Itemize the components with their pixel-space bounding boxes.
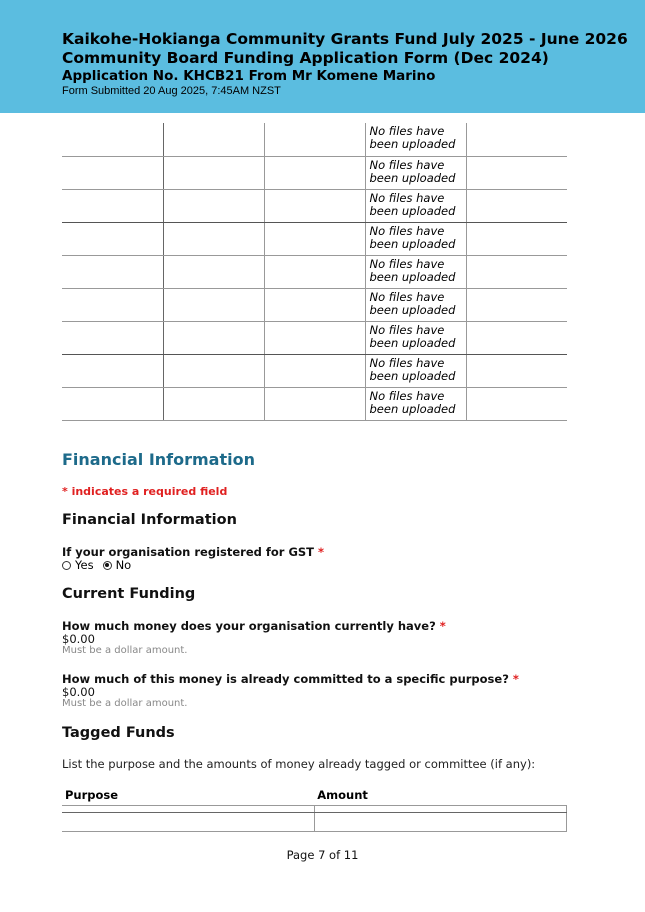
empty-cell bbox=[264, 222, 365, 255]
file-table-row bbox=[62, 156, 567, 189]
purpose-cell bbox=[62, 813, 314, 832]
committed-money-question-text: How much of this money is already committed to a specific purpose? bbox=[62, 672, 509, 686]
committed-money-answer: $0.00 bbox=[62, 685, 95, 699]
file-status-cell: No files have been uploaded bbox=[365, 222, 466, 255]
empty-cell bbox=[163, 189, 264, 222]
purpose-column-header: Purpose bbox=[62, 788, 314, 806]
financial-information-heading: Financial Information bbox=[62, 512, 237, 528]
purpose-cell bbox=[62, 806, 314, 813]
empty-cell bbox=[62, 255, 163, 288]
file-status-cell: No files have been uploaded bbox=[365, 321, 466, 354]
empty-cell bbox=[466, 189, 567, 222]
document-header bbox=[0, 0, 645, 113]
current-money-hint: Must be a dollar amount. bbox=[62, 645, 188, 656]
amount-column-header: Amount bbox=[314, 788, 566, 806]
empty-cell bbox=[163, 354, 264, 387]
required-star: * bbox=[318, 545, 325, 559]
empty-cell bbox=[264, 189, 365, 222]
empty-cell bbox=[466, 288, 567, 321]
empty-cell bbox=[163, 123, 264, 156]
empty-cell bbox=[62, 354, 163, 387]
gst-question-text: If your organisation registered for GST bbox=[62, 545, 315, 559]
required-star: * bbox=[512, 672, 519, 686]
application-number: Application No. KHCB21 From Mr Komene Marino bbox=[62, 68, 436, 84]
file-table-row bbox=[62, 288, 567, 321]
gst-no-radio[interactable] bbox=[103, 561, 112, 570]
empty-cell bbox=[264, 156, 365, 189]
file-status-cell: No files have been uploaded bbox=[365, 288, 466, 321]
empty-cell bbox=[62, 321, 163, 354]
file-status-cell: No files have been uploaded bbox=[365, 156, 466, 189]
empty-cell bbox=[466, 123, 567, 156]
empty-cell bbox=[62, 387, 163, 420]
section-title: Financial Information bbox=[62, 450, 255, 469]
empty-cell bbox=[264, 354, 365, 387]
empty-cell bbox=[163, 321, 264, 354]
uploaded-files-table bbox=[62, 123, 567, 421]
file-table-row bbox=[62, 123, 567, 156]
empty-cell bbox=[264, 387, 365, 420]
empty-cell bbox=[62, 288, 163, 321]
current-money-question bbox=[62, 619, 446, 633]
file-table-row bbox=[62, 222, 567, 255]
empty-cell bbox=[466, 156, 567, 189]
empty-cell bbox=[62, 222, 163, 255]
required-star: * bbox=[439, 619, 446, 633]
empty-cell bbox=[466, 354, 567, 387]
amount-cell bbox=[314, 806, 566, 813]
committed-money-question bbox=[62, 672, 519, 686]
tagged-funds-intro: List the purpose and the amounts of money already tagged or committee (if any): bbox=[62, 757, 536, 771]
committed-money-hint: Must be a dollar amount. bbox=[62, 698, 188, 709]
current-money-question-text: How much money does your organisation currently have? bbox=[62, 619, 436, 633]
file-table-row bbox=[62, 387, 567, 420]
page-number: Page 7 of 11 bbox=[286, 848, 359, 862]
gst-yes-label: Yes bbox=[75, 558, 94, 572]
empty-cell bbox=[62, 189, 163, 222]
gst-yes-radio[interactable] bbox=[62, 561, 71, 570]
file-status-cell: No files have been uploaded bbox=[365, 123, 466, 156]
empty-cell bbox=[163, 156, 264, 189]
empty-cell bbox=[264, 255, 365, 288]
empty-cell bbox=[163, 288, 264, 321]
file-status-cell: No files have been uploaded bbox=[365, 354, 466, 387]
tagged-funds-table bbox=[62, 788, 567, 832]
submitted-timestamp: Form Submitted 20 Aug 2025, 7:45AM NZST bbox=[62, 85, 281, 97]
required-field-note: * indicates a required field bbox=[62, 485, 228, 498]
gst-no-label: No bbox=[115, 558, 132, 572]
empty-cell bbox=[264, 321, 365, 354]
gst-radio-group bbox=[62, 558, 140, 572]
file-table-row bbox=[62, 321, 567, 354]
empty-cell bbox=[466, 321, 567, 354]
empty-cell bbox=[264, 123, 365, 156]
empty-cell bbox=[62, 156, 163, 189]
file-table-row bbox=[62, 354, 567, 387]
file-status-cell: No files have been uploaded bbox=[365, 387, 466, 420]
file-status-cell: No files have been uploaded bbox=[365, 189, 466, 222]
amount-cell bbox=[314, 813, 566, 832]
gst-question bbox=[62, 545, 324, 559]
current-funding-heading: Current Funding bbox=[62, 586, 196, 602]
current-money-answer: $0.00 bbox=[62, 632, 95, 646]
file-status-cell: No files have been uploaded bbox=[365, 255, 466, 288]
form-title: Kaikohe-Hokianga Community Grants Fund July 2025 - June 2026 Community Board Funding Application Form (Dec 2024) bbox=[62, 30, 628, 67]
empty-cell bbox=[264, 288, 365, 321]
empty-cell bbox=[163, 387, 264, 420]
empty-cell bbox=[163, 255, 264, 288]
empty-cell bbox=[466, 387, 567, 420]
tagged-funds-heading: Tagged Funds bbox=[62, 725, 175, 741]
empty-cell bbox=[62, 123, 163, 156]
empty-cell bbox=[466, 222, 567, 255]
file-table-row bbox=[62, 255, 567, 288]
file-table-row bbox=[62, 189, 567, 222]
empty-cell bbox=[163, 222, 264, 255]
empty-cell bbox=[466, 255, 567, 288]
